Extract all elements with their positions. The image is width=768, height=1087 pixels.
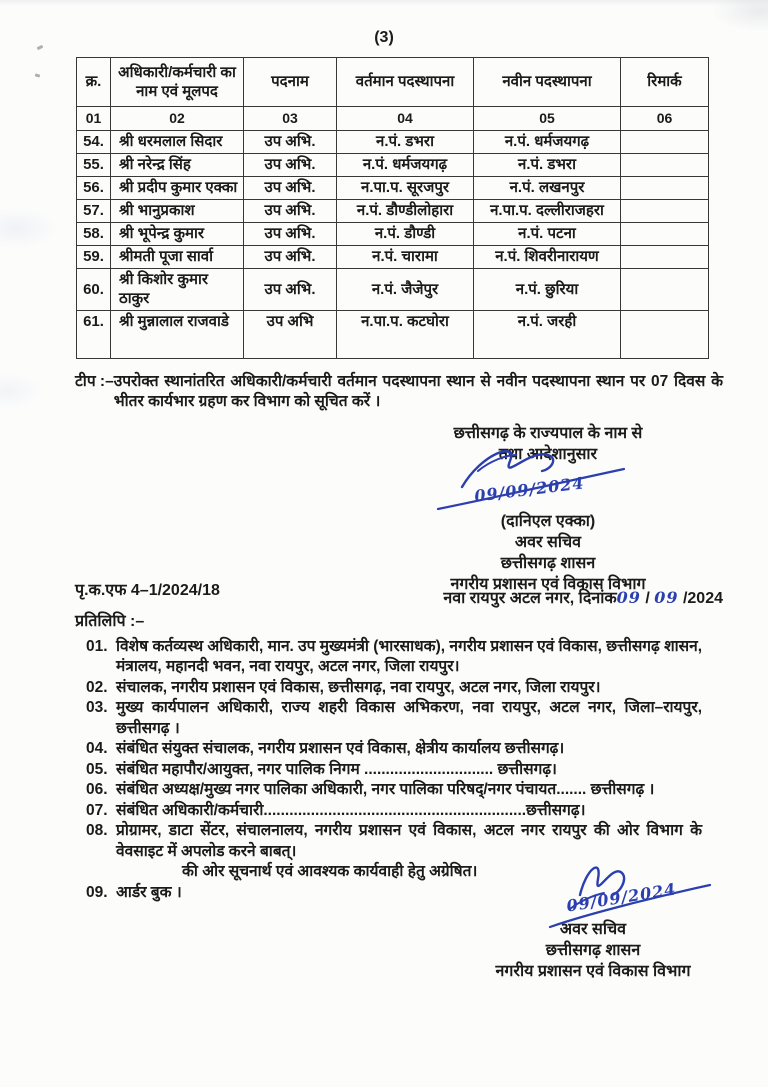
transfer-table [76, 57, 709, 359]
signatory-name: (दानिएल एक्का) [500, 512, 596, 530]
list-item-text: संबंधित अध्यक्ष/मुख्य नगर पालिका अधिकारी, नगर पालिका परिषद्/नगर पंचायत....... छत्तीसगढ़ । [116, 781, 655, 798]
scan-speck [37, 45, 44, 50]
list-item-continuation: की ओर सूचनार्थ एवं आवश्यक कार्यवाही हेतु अग्रेषित। [182, 863, 478, 880]
cell-current: न.पं. डौण्डी [337, 222, 474, 245]
cell-designation: उप अभि [244, 310, 337, 358]
list-item-number: 07. [86, 801, 108, 819]
cell-current: न.पं. जैजेपुर [337, 268, 474, 310]
cell-new-posting: न.पं. धर्मजयगढ़ [474, 130, 621, 153]
list-item [86, 780, 702, 801]
list-item [86, 637, 702, 678]
list-item-number: 02. [86, 678, 108, 696]
list-item [86, 760, 702, 781]
list-item [86, 739, 702, 760]
list-item-text: संबंधित महापौर/आयुक्त, नगर पालिक निगम .............................. छत्तीसगढ़। [116, 760, 557, 778]
cell-designation: उप अभि. [244, 176, 337, 199]
signatory-dept: नगरीय प्रशासन एवं विकास विभाग [495, 963, 691, 980]
cell-new-posting: न.पं. पटना [474, 222, 621, 245]
note-label: टीप :– [75, 372, 114, 390]
cell-current: न.पं. डभरा [337, 130, 474, 153]
col-number: 03 [244, 106, 337, 130]
cell-remark [621, 268, 709, 310]
list-item-text: मुख्य कार्यपालन अधिकारी, राज्य शहरी विकास अभिकरण, नवा रायपुर, अटल नगर, जिला–रायपुर, छत्तीसगढ़ । [116, 699, 702, 737]
list-item-number: 01. [86, 637, 108, 655]
col-header-new-posting: नवीन पदस्थापना [474, 57, 621, 106]
col-number: 02 [111, 106, 244, 130]
signatory-govt: छत्तीसगढ़ शासन [545, 942, 641, 959]
cell-remark [621, 222, 709, 245]
handwritten-day: 09 [616, 587, 641, 607]
cell-name: श्री प्रदीप कुमार एक्का [111, 176, 244, 199]
list-item [86, 678, 702, 699]
list-item-number: 05. [86, 760, 108, 778]
cell-current: न.पा.प. कटघोरा [337, 310, 474, 358]
table-row [77, 245, 709, 268]
table-row [77, 176, 709, 199]
signature-date: 09/09/2024 [565, 879, 678, 916]
date-year: /2024 [678, 589, 723, 607]
col-number: 05 [474, 106, 621, 130]
cell-sn: 61. [77, 310, 111, 358]
scan-speck [35, 73, 41, 77]
list-item [86, 801, 702, 822]
cell-sn: 59. [77, 245, 111, 268]
cell-sn: 58. [77, 222, 111, 245]
cell-new-posting: न.पा.प. दल्लीराजहरा [474, 199, 621, 222]
table-row [77, 199, 709, 222]
cell-designation: उप अभि. [244, 130, 337, 153]
list-item-text: विशेष कर्तव्यस्थ अधिकारी, मान. उप मुख्यमंत्री (भारसाधक), नगरीय प्रशासन एवं विकास, छत्तीसगढ़ शासन, मंत्रालय, महानदी भवन, नवा रायपुर, अटल नगर, जिला रायपुर। [116, 637, 703, 675]
table-header-row [77, 57, 709, 106]
table-row [77, 130, 709, 153]
authority-line1: छत्तीसगढ़ के राज्यपाल के नाम से [453, 424, 643, 442]
cell-sn: 55. [77, 153, 111, 176]
list-item-text: आर्डर बुक । [116, 883, 182, 901]
reference-number: पृ.क.एफ 4–1/2024/18 [75, 581, 220, 599]
list-item-number: 09. [86, 883, 108, 901]
cell-new-posting: न.पं. जरही [474, 310, 621, 358]
table-row [77, 222, 709, 245]
cell-designation: उप अभि. [244, 153, 337, 176]
table-row [77, 268, 709, 310]
signature-date: 09/09/2024 [473, 472, 586, 506]
col-header-designation: पदनाम [244, 57, 337, 106]
list-item-text: संबंधित संयुक्त संचालक, नगरीय प्रशासन एवं विकास, क्षेत्रीय कार्यालय छत्तीसगढ़। [116, 740, 565, 757]
cell-new-posting: न.पं. डभरा [474, 153, 621, 176]
cell-designation: उप अभि. [244, 268, 337, 310]
cell-sn: 60. [77, 268, 111, 310]
cell-current: न.पं. धर्मजयगढ़ [337, 153, 474, 176]
table-row [77, 310, 709, 358]
page-number: (3) [374, 29, 394, 46]
authority-signature-block [378, 423, 718, 595]
col-header-name: अधिकारी/कर्मचारी का नाम एवं मूलपद [111, 57, 244, 106]
cell-remark [621, 153, 709, 176]
col-number: 01 [77, 106, 111, 130]
cell-new-posting: न.पं. लखनपुर [474, 176, 621, 199]
cell-name: श्री भानुप्रकाश [111, 199, 244, 222]
cell-remark [621, 130, 709, 153]
date-separator: / [640, 589, 655, 607]
signatory-govt: छत्तीसगढ़ शासन [500, 554, 596, 572]
signatory-dept: नगरीय प्रशासन एवं विकास विभाग [450, 575, 646, 593]
note-text: उपरोक्त स्थानांतरित अधिकारी/कर्मचारी वर्तमान पदस्थापना स्थान से नवीन पदस्थापना स्थान पर 07 दिवस के भीतर कार्यभार ग्रहण कर विभाग को सूचित करें । [113, 372, 723, 410]
cell-sn: 57. [77, 199, 111, 222]
cell-name: श्री भूपेन्द्र कुमार [111, 222, 244, 245]
list-item-number: 03. [86, 699, 108, 716]
cell-designation: उप अभि. [244, 222, 337, 245]
cell-current: न.पं. चारामा [337, 245, 474, 268]
cell-name: श्रीमती पूजा सार्वा [111, 245, 244, 268]
cell-remark [621, 176, 709, 199]
column-number-row [77, 106, 709, 130]
cell-name: श्री किशोर कुमार ठाकुर [111, 268, 244, 310]
signature-area [428, 879, 758, 919]
cell-name: श्री धरमलाल सिदार [111, 130, 244, 153]
table-row [77, 153, 709, 176]
list-item-text: संबंधित अधिकारी/कर्मचारी.............................................................छत्तीसगढ़। [116, 801, 586, 819]
list-item-number: 04. [86, 740, 108, 757]
cell-remark [621, 245, 709, 268]
signatory-title: अवर सचिव [514, 533, 582, 551]
cell-remark [621, 199, 709, 222]
place-label: नवा रायपुर अटल नगर, दिनांक [443, 589, 617, 607]
col-number: 04 [337, 106, 474, 130]
copy-to-label: प्रतिलिपि :– [75, 613, 145, 630]
cell-designation: उप अभि. [244, 245, 337, 268]
list-item-number: 08. [86, 822, 108, 839]
cell-current: न.पं. डौण्डीलोहारा [337, 199, 474, 222]
signature-area [378, 465, 718, 511]
signatory-title: अवर सचिव [559, 921, 627, 938]
cell-sn: 56. [77, 176, 111, 199]
handwritten-month: 09 [654, 587, 679, 607]
list-item-text: प्रोग्रामर, डाटा सेंटर, संचालनालय, नगरीय प्रशासन एवं विकास, अटल नगर रायपुर की ओर विभाग के वेवसाइट में अपलोड करने बाबत्। [116, 822, 702, 860]
cell-current: न.पा.प. सूरजपुर [337, 176, 474, 199]
cell-sn: 54. [77, 130, 111, 153]
cell-designation: उप अभि. [244, 199, 337, 222]
col-header-sn: क्र. [77, 57, 111, 106]
place-date-line [443, 588, 723, 610]
note-block [75, 372, 723, 413]
cell-new-posting: न.पं. शिवरीनारायण [474, 245, 621, 268]
list-item-number: 06. [86, 781, 108, 798]
list-item-text: संचालक, नगरीय प्रशासन एवं विकास, छत्तीसगढ़, नवा रायपुर, अटल नगर, जिला रायपुर। [116, 678, 601, 696]
cell-name: श्री नरेन्द्र सिंह [111, 153, 244, 176]
col-header-current: वर्तमान पदस्थापना [337, 57, 474, 106]
col-header-remark: रिमार्क [621, 57, 709, 106]
list-item [86, 698, 702, 739]
cell-new-posting: न.पं. छुरिया [474, 268, 621, 310]
cell-remark [621, 310, 709, 358]
footer-signature-block [428, 879, 758, 982]
authority-line2: तथा आदेशानुसार [498, 445, 598, 463]
cell-name: श्री मुन्नालाल राजवाडे [111, 310, 244, 358]
col-number: 06 [621, 106, 709, 130]
